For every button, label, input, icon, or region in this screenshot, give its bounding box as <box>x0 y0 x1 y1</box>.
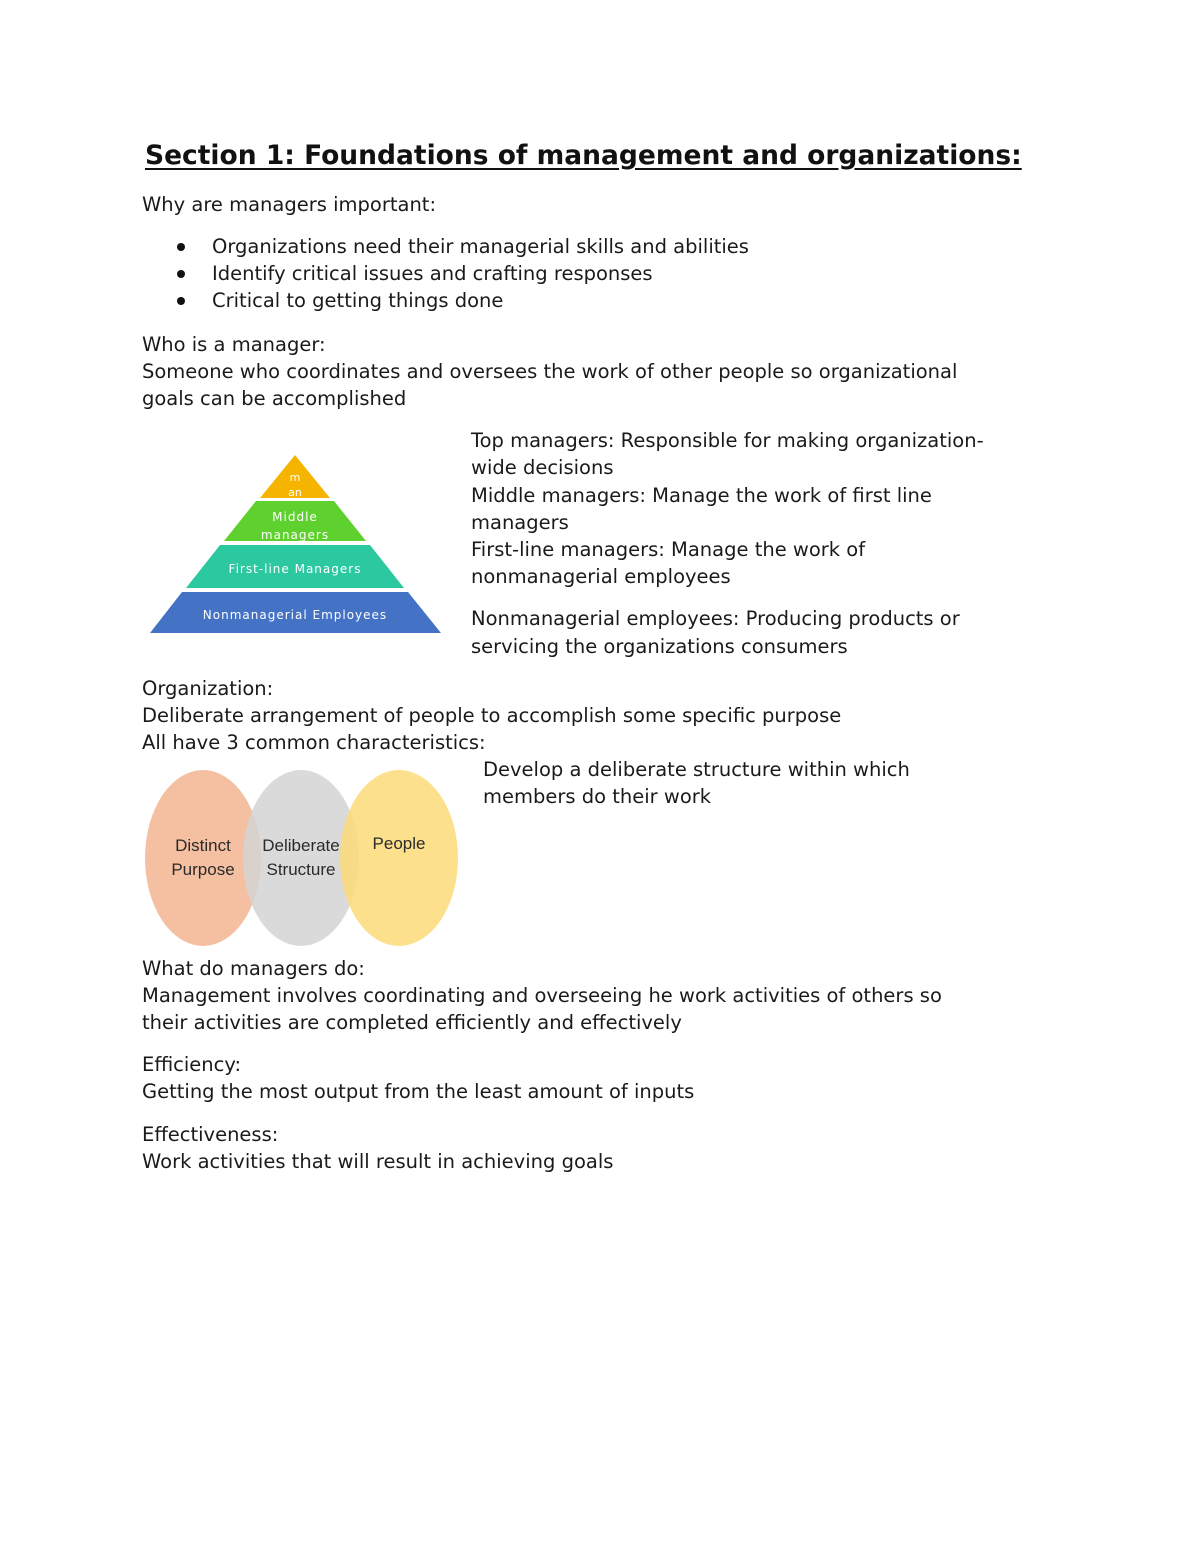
bullet-text: Identify critical issues and crafting responses <box>212 262 653 285</box>
management-pyramid <box>140 440 450 640</box>
first-line-managers-line-2: nonmanagerial employees <box>471 565 731 588</box>
efficiency-heading: Efficiency: <box>142 1053 242 1076</box>
effectiveness-heading: Effectiveness: <box>142 1123 279 1146</box>
effectiveness-definition: Work activities that will result in achieving goals <box>142 1150 614 1173</box>
organization-characteristics: All have 3 common characteristics: <box>142 731 486 754</box>
what-definition-line-2: their activities are completed efficiently and effectively <box>142 1011 682 1034</box>
pyramid-middle-label-2: managers <box>260 528 330 542</box>
pyramid-nonmanagerial-label: Nonmanagerial Employees <box>202 608 388 622</box>
what-heading: What do managers do: <box>142 957 365 980</box>
bullet-icon <box>177 243 185 251</box>
venn-middle-label-1: Deliberate <box>262 836 340 855</box>
organization-heading: Organization: <box>142 677 274 700</box>
venn-people-circle <box>340 770 458 946</box>
list-item <box>142 233 749 260</box>
bullet-icon <box>177 297 185 305</box>
structure-note-line-2: members do their work <box>483 785 712 808</box>
characteristics-venn-diagram <box>140 760 470 955</box>
structure-note-line-1: Develop a deliberate structure within which <box>483 758 910 781</box>
middle-managers-line-1: Middle managers: Manage the work of first line <box>471 484 932 507</box>
nonmanagerial-line-1: Nonmanagerial employees: Producing products or <box>471 607 960 630</box>
top-managers-line-2: wide decisions <box>471 456 614 479</box>
who-heading: Who is a manager: <box>142 333 326 356</box>
list-item <box>142 287 749 314</box>
pyramid-middle-label-1: Middle <box>272 510 318 524</box>
efficiency-definition: Getting the most output from the least amount of inputs <box>142 1080 695 1103</box>
who-definition-line-2: goals can be accomplished <box>142 387 407 410</box>
why-heading: Why are managers important: <box>142 193 437 216</box>
middle-managers-line-2: managers <box>471 511 569 534</box>
venn-left-label-1: Distinct <box>175 836 231 855</box>
who-definition-line-1: Someone who coordinates and oversees the work of other people so organizational <box>142 360 958 383</box>
nonmanagerial-line-2: servicing the organizations consumers <box>471 635 848 658</box>
organization-definition: Deliberate arrangement of people to accomplish some specific purpose <box>142 704 842 727</box>
pyramid-first-line-label: First-line Managers <box>228 562 362 576</box>
pyramid-top-label-2: an <box>288 486 302 499</box>
top-managers-line-1: Top managers: Responsible for making organization- <box>471 429 984 452</box>
why-bullet-list <box>142 233 749 314</box>
venn-middle-label-2: Structure <box>266 860 336 879</box>
page-title: Section 1: Foundations of management and organizations: <box>145 140 1022 171</box>
venn-right-label: People <box>372 834 426 853</box>
what-definition-line-1: Management involves coordinating and overseeing he work activities of others so <box>142 984 942 1007</box>
bullet-text: Organizations need their managerial skills and abilities <box>212 235 749 258</box>
pyramid-top-label-1: m <box>289 471 301 484</box>
first-line-managers-line-1: First-line managers: Manage the work of <box>471 538 866 561</box>
venn-left-label-2: Purpose <box>171 860 235 879</box>
bullet-icon <box>177 270 185 278</box>
bullet-text: Critical to getting things done <box>212 289 504 312</box>
list-item <box>142 260 749 287</box>
